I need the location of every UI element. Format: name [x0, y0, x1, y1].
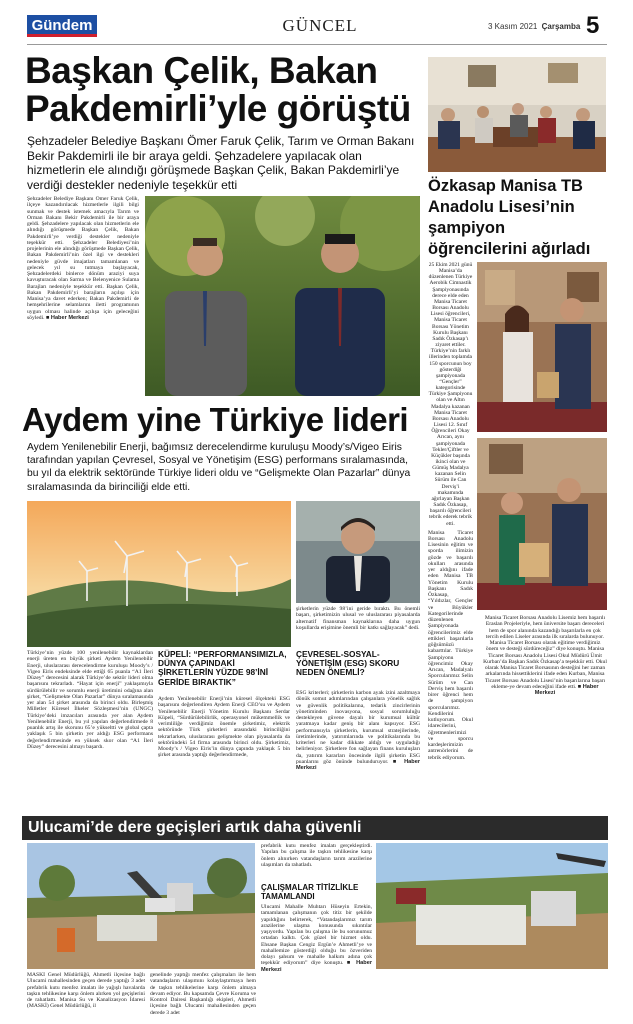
story1-headline-line2: Pakdemirli’yle görüştü	[25, 88, 411, 129]
story3-band	[22, 816, 608, 840]
side-photo-top	[428, 57, 606, 172]
logo-text: Gündem	[31, 17, 93, 34]
story2-photo-turbines	[27, 501, 291, 647]
issue-date	[488, 22, 580, 31]
ceo-portrait-image	[296, 501, 420, 603]
side-photo-middle	[477, 262, 607, 432]
office-visit-photo-image	[428, 57, 606, 172]
story2-signature: ■ Haber Merkezi	[296, 758, 420, 771]
story1-photo	[145, 196, 420, 396]
excavator-site-image	[27, 843, 255, 969]
story2-col3-text: ESG kriterleri; şirketlerin karbon ayak izini azaltmaya dönük somut adımlarından çalışanlara yönelik sağlık ve güvenlik politikalarına, tedarik zincirlerinin yönetiminden inovasyona, sosyal sorumluluğu destekleyen güvene dayalı bir kurumsal kültür yaratmaya kadar geniş bir alanı kapsıyor. ESG performansıyla şirketlerin, kurumsal stratejilerinde, üretimlerinde, yatırımlarında ve politikalarında bu kriterleri ne kadar dikkate aldığı ve uyguladığı belirleniyor. Şirketlere fon sağlayan finans kuruluşları da, yatırım kararları öncesinde ilgili şirketin ESG puanlarını göz önünde bulunduruyor.	[296, 690, 420, 765]
side-headline: Özkasap Manisa TB Anadolu Lisesi’nin şampiyon öğrencilerini ağırladı	[428, 177, 591, 258]
side-body-3	[483, 615, 607, 807]
weekday-text: Çarşamba	[541, 22, 581, 31]
wind-turbines-image	[27, 501, 291, 647]
story2-caption: şirketlerin yüzde 98’ini geride bıraktı. Bu önemli başarı, şirketimizin ulusal ve uluslararası piyasalarda alternatif finansman kaynaklarına daha uygun koşullarda erişimine önemli bir katkı sağlayacak” dedi.	[296, 606, 420, 631]
page-number: 5	[586, 12, 600, 39]
story3-subhead: ÇALIŞMALAR TİTİZLİKLE TAMAMLANDI	[261, 883, 359, 902]
story2-q2-head: ÇEVRESEL-SOSYAL-YÖNETİŞİM (ESG) SKORU NEDEN ÖNEMLİ?	[296, 649, 400, 678]
story3-photo-right	[376, 843, 608, 969]
athletes-photo-image	[477, 438, 607, 610]
masthead-rule	[27, 44, 607, 45]
story3-col3b	[261, 904, 372, 1022]
story1-signature: ■ Haber Merkezi	[45, 314, 89, 321]
newspaper-logo	[27, 15, 97, 37]
story3-col3b-text: Ulucami Mahalle Muhtarı Hüseyin Ertekin, tamamlanan çalışmanın çok titiz bir şekilde yapıldığını belirterek, “Vatandaşlarımız tarım arazilerine ulaşma konusunda sıkıntılar yaşıyordu. Yapılan bu çalışma ile bu sorunumuz ortadan kalktı. Çok güzel bir hizmet oldu. Ehsane Başkan Cengiz Ergün’e Ahmetli’ye ve mahallemize gösterdiği olduğu bu özveriden dolayı şahsım ve mahalle halkım adına çok teşekkür ediyorum” diye konuştu.	[261, 904, 372, 967]
side-signature: ■ Haber Merkezi	[534, 683, 599, 696]
story1-body	[27, 196, 139, 398]
story2-photo-ceo	[296, 501, 420, 603]
story3-headline: Ulucami’de dere geçişleri artık daha güvenli	[28, 819, 362, 836]
story2-col1: Türkiye’nin yüzde 100 yenilenebilir kaynaklardan enerji üreten en büyük şirketi Aydem Yenilenebilir Enerji, uluslararası derecelendirme kuruluşu Moody’s / Vigeo Eiris endeksinde elde ettiği 65 puanla “A1 İleri Düzey” derecesini alarak Türkiye’de sektör lideri olma başarısını tekrarladı. “Hayat için enerji” yaklaşımıyla sürdürülebilir ve sorumlu enerji üretimini odağına alan şirket, “Gelişmekte Olan Pazarlar” dünya sıralamasında yer alan 54 şirket arasında da birinci oldu. Birleşmiş Milletler Küresel İlkeler Sözleşmesi’nin (UNGC) Türkiye’deki imzacıları arasında yer alan Aydem Yenilenebilir Enerji, bu yıl yapılan değerlendirmede 8 puanlık artış ile skorunu 65’e yükseltti ve global çapta yaklaşık 5 bin şirketin yer aldığı ESG performans değerlendirmesinde en yüksek skor olan “A1 İleri Düzey” derecesini almayı başardı.	[27, 650, 153, 750]
story1-headline-line1: Başkan Çelik, Bakan	[25, 50, 378, 91]
story3-col1: MASKİ Genel Müdürlüğü, Ahmetli ilçesine bağlı Ulucami mahallesinden geçen derede yaptığı 3 adet prefabrik kutu menfez imalatı ile yağışlı havalarda taşkın tehlikesine karşı önlem alırken yol geçişlerini de rahatlattı. Manisa Su ve Kanalizasyon İdaresi (MASKİ) Genel Müdürlüğü, il	[27, 972, 145, 1010]
story2-quote-head: KÜPELİ: “PERFORMANSIMIZLA, DÜNYA ÇAPINDAKİ ŞİRKETLERİN YÜZDE 98’İNİ GERİDE BIRAKTIK”	[158, 649, 287, 687]
side-body-3-text: Manisa Ticaret Borsası Anadolu Lisemiz hem başarılı Eraslan Projeleriyle, hem üniversite başarı dereceleri hem de spor alanında kazandığı başarılarla en çok tercih edilen Liseler arasında ilk sıralarda bulunuyor. Manisa Ticaret Borsası olarak eğitime verdiğimiz önem ve desteği sürdüreceğiz” diye konuştu. Manisa Ticaret Borsası Anadolu Lisesi Okul Müdürü Ümit Kurban’da Başkan Sadık Özkasap’a teşekkür etti. Okul olarak Manisa Ticaret Borsasının desteğini her zaman arkalarında hissettiklerini ifade eden Kurban, Manisa Ticaret Borsası Anadolu Lisesi’nin başarılarına başarı ekleme-ye devam edeceğini ifade etti.	[483, 615, 607, 690]
story3-photo-left	[27, 843, 255, 969]
story3-signature: ■ Haber Merkezi	[261, 960, 372, 973]
side-photo-bottom	[477, 438, 607, 610]
students-photo-image	[477, 262, 607, 432]
officials-photo-image	[145, 196, 420, 396]
story2-lede: Aydem Yenilenebilir Enerji, bağımsız derecelendirme kuruluşu Moody’s/Vigeo Eiris tarafından yapılan Çevresel, Sosyal ve Yönetişim (ESG) performans sıralamasında, bu yıl da elektrik sektöründe Türkiye lideri oldu ve “Gelişmekte Olan Pazarlar” dünya sıralamasında da birinciliği elde etti.	[27, 442, 411, 493]
story2-headline: Aydem yine Türkiye lideri	[22, 401, 409, 438]
culvert-image	[376, 843, 608, 969]
story3-col3a: prefabrik kutu menfez imalatı gerçekleştirdi. Yapılan bu çalışma ile taşkın tehlikesine karşı önlem alınırken vatandaşların tarım arazilerine ulaşımları da rahatladı.	[261, 843, 372, 868]
side-body-2: Manisa Ticaret Borsası Anadolu Lisesinin eğitim ve sporda ilimizin gözde ve başarılı okulları arasında yer aldığını ifade eden Manisa TB Yönetim Kurulu Başkanı Sadık Özkasap, “Yıldızlar, Gençler ve Büyükler Kategorilerinde düzenlenen Şampiyonada öğrencilerimiz elde ettikleri başarılarla göğsümüzü kabarttılar. Türkiye Şampiyonu öğrencimiz Okay Arıcan, Madalyalı Sporcularımız Selin Sürüm ve Can Derviş hem başarılı birer öğrenci hem de şampiyon sporcularımız. Kendilerini kutluyorum. Okul idarecilerini, öğretmenlerimizi ve sporcu kardeşlerimizin antrenörlerini de tebrik ediyorum.	[428, 529, 473, 761]
masthead	[0, 0, 633, 52]
side-body-1: 25 Ekim 2021 günü Manisa’da düzenlenen Türkiye Aerobik Cimnastik Şampiyonasında derece elde eden Manisa Ticaret Borsası Anadolu Lisesi öğrencileri, Manisa Ticaret Borsası Yönetim Kurulu Başkanı Sadık Özkasap’ı ziyaret ettiler. Türkiye’nin farklı illerinden toplamda 150 sporcunun boy gösterdiği şampiyonada “Gençler” kategorisinde Türkiye Şampiyonu olan ve Altın Madalya kazanan Manisa Ticaret Borsası Anadolu Lisesi 12. Sınıf Öğrencileri Okay Arıcan, aynı şampiyonada Tekler/Çiftler ve Küçükler başında ikinci olan ve Gümüş Madalya kazanan Selin Sürüm ile Can Derviş’i makamında ağırlayan Başkan Sadık Özkasap, başarılı öğrencileri tebrik ederek tebrik etti. Manisa Ticaret Borsası Anadolu Lisesinin eğitim ve sporda ilimizin gözde ve başarılı okulları arasında yer aldığını ifade eden Manisa TB Yönetim Kurulu Başkanı Sadık Özkasap, “Yıldızlar, Gençler ve Büyükler Kategorilerinde düzenlenen Şampiyonada öğrencilerimiz elde ettikleri başarılarla göğsümüzü kabarttılar. Türkiye Şampiyonu öğrencimiz Okay Arıcan, Madalyalı Sporcularımız Selin Sürüm ve Can Derviş hem başarılı birer öğrenci hem de şampiyon sporcularımız. Kendilerini kutluyorum. Okul idarecilerini, öğretmenlerimizi ve sporcu kardeşlerimizin antrenörlerini de tebrik ediyorum.	[428, 262, 473, 761]
date-text: 3 Kasım 2021	[488, 22, 538, 31]
story3-col2: genelinde yaptığı menfez çalışmaları ile hem vatandaşların ulaşımını kolaylaştırmaya hem de taşkın tehlikelerine karşı önlem almaya devam ediyor. Bu kapsamda Çevre Koruma ve Kontrol Dairesi Başkanlığı ekipleri, Ahmetli ilçesine bağlı Ulucami mahallesinden geçen derede 3 adet	[150, 972, 256, 1016]
story1-body-text: Şehzadeler Belediye Başkanı Ömer Faruk Çelik, ilçeye kazandırılacak hizmetlerle ilgili bilgi sunmak ve destek istemek amacıyla Tarım ve Orman Bakanı Bekir Pakdemirli ile bir araya geldi. Şehzadelere yapılacak olan hizmetlerin ele alındığı görüşmede Başkan Çelik, Bakan Pakdemirli’ye verdiği destekler nedeniyle teşekkür etti. Şehzadeler Belediyesi’nin projelerinin ele alındığı görüşmede Başkan Çelik, Bakan Pakdemirli’nin özel ilgi ve destekleri nedeniyle güvde imajatları tamamlanan ve gelecek yıl su tutmaya başlayacak, Şehzadelerdeki binlerce dönüm araziyi suya kavuşturacak olan Sarma ve Belenyenice Sulama Barajları nedeniyle teşekkür etti. Başkan Çelik, Bakan Pakdemirli’yi barajların açılışı için Manisa’ya davet ederken; Bakan Pakdemirli de hemşehrilerine selamlarını iletti programının uygun olması halinde açılışa için geleceğini söyledi.	[27, 196, 139, 321]
section-name: GÜNCEL	[282, 16, 358, 35]
story1-lede: Şehzadeler Belediye Başkanı Ömer Faruk Çelik, Tarım ve Orman Bakanı Bekir Pakdemirli ile bir araya geldi. Şehzadelere yapılacak olan hizmetlerin ele alındığı görüşmede Başkan Çelik, Bakan Pakdemirli’ye verdiği destekler nedeniyle teşekkür etti	[27, 134, 415, 192]
story2-col2: Aydem Yenilenebilir Enerji’nin küresel ölçekteki ESG başarısını değerlendiren Aydem Enerji CEO’su ve Aydem Yenilenebilir Enerji Yönetim Kurulu Başkanı Serdar Küpeli, “Sürdürülebilirlik, operasyonel mükemmellik ve verimliliğe verdiğimiz önemle şirketimiz, elektrik sektöründe Türk şirketleri arasındaki birinciliğini tekrarlarken, uluslararası gelişmekte olan piyasalarda da sektöründeki 54 firma arasında birinci oldu. Şirketimiz, Moody’s / Vigeo Eiris’in dünya çapında yaklaşık 5 bin şirket arasında yaptığı değerlendirmede,	[158, 696, 290, 759]
story2-col3	[296, 690, 420, 814]
